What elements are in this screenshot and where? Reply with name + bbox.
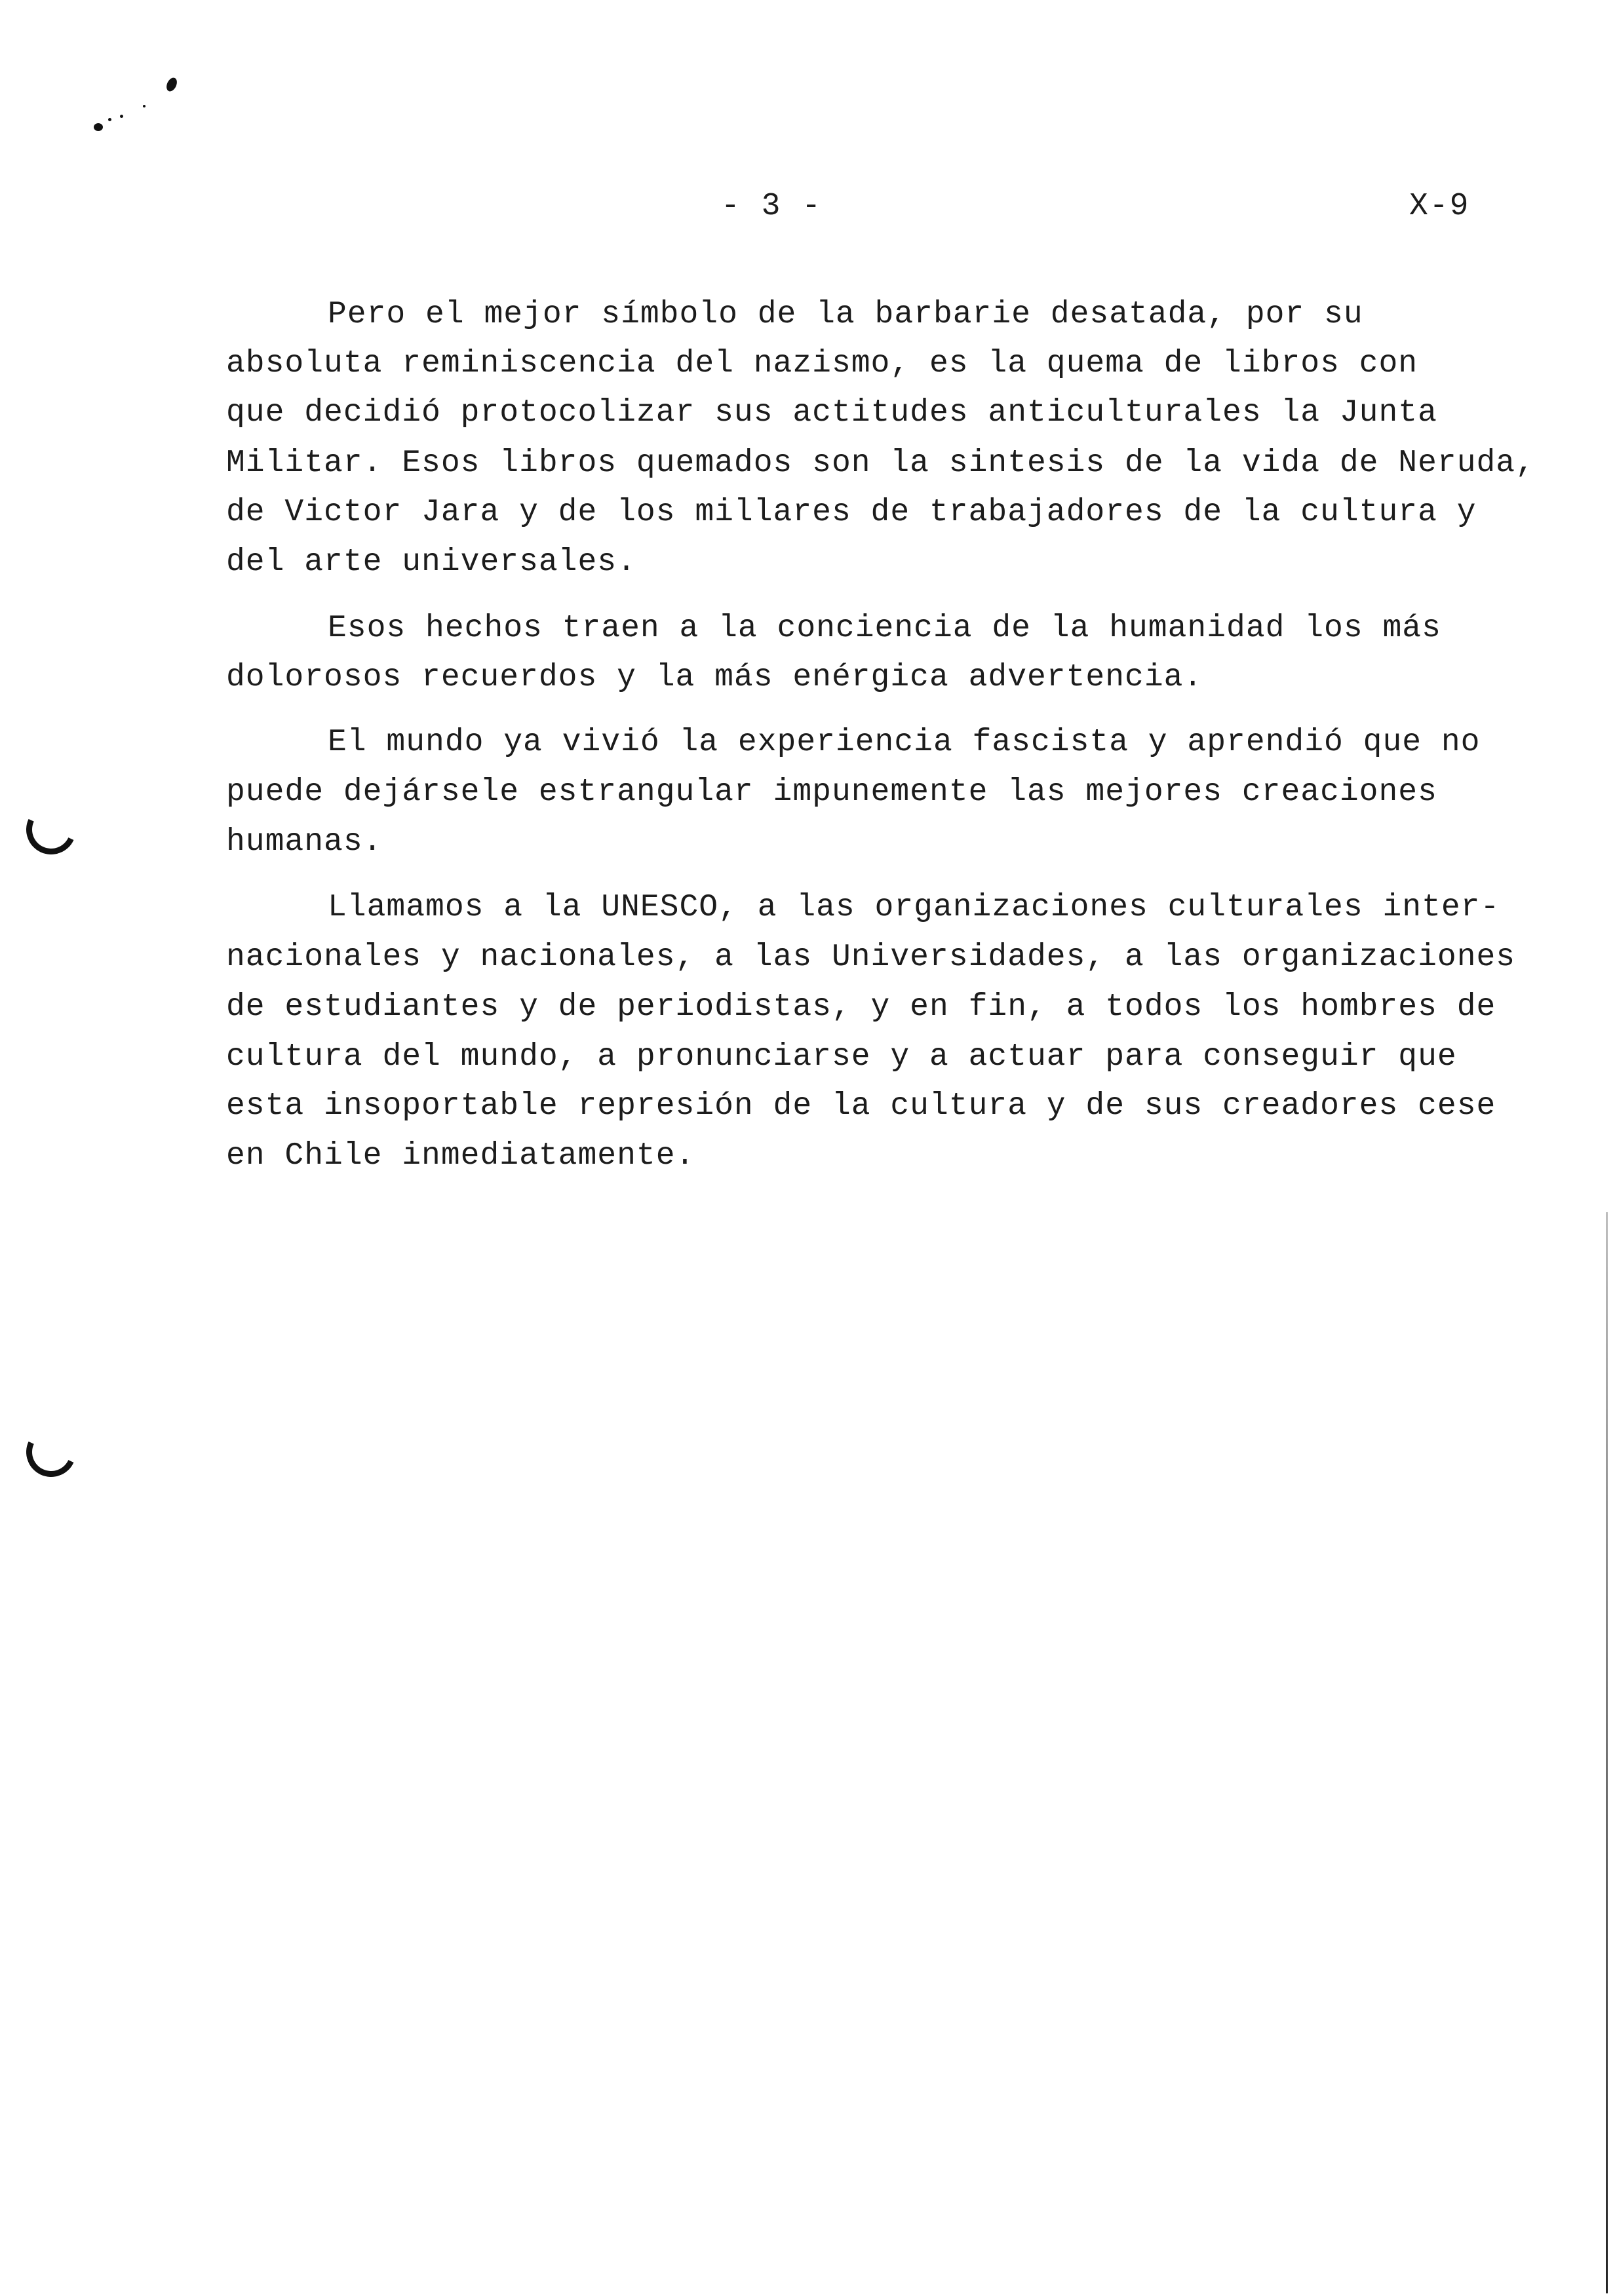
page-number: - 3 - — [721, 189, 823, 224]
paragraph-line: nacionales y nacionales, a las Universidades, a las organizaciones — [226, 940, 1516, 975]
punch-hole-mark — [19, 1420, 83, 1483]
paragraph-line: absoluta reminiscencia del nazismo, es la quema de libros con — [226, 346, 1418, 381]
paragraph-line: esta insoportable represión de la cultura y de sus creadores cese — [226, 1088, 1496, 1124]
paragraph-line: Esos hechos traen a la conciencia de la humanidad los más — [328, 611, 1441, 646]
paragraph-line: cultura del mundo, a pronunciarse y a actuar para conseguir que — [226, 1039, 1457, 1075]
paragraph-line: El mundo ya vivió la experiencia fascista y aprendió que no — [328, 725, 1481, 760]
paragraph-line: dolorosos recuerdos y la más enérgica advertencia. — [226, 660, 1203, 695]
punch-hole-mark — [19, 797, 83, 861]
paragraph-line: de estudiantes y de periodistas, y en fin, a todos los hombres de — [226, 989, 1496, 1025]
document-code: X-9 — [1409, 189, 1470, 224]
page-edge-shadow — [1606, 1212, 1608, 2293]
paragraph-line: Llamamos a la UNESCO, a las organizaciones culturales inter- — [328, 890, 1500, 925]
paragraph-line: en Chile inmediatamente. — [226, 1138, 695, 1174]
paragraph-line: puede dejársele estrangular impunemente las mejores creaciones — [226, 775, 1437, 810]
ink-speck — [143, 105, 146, 107]
ink-speck — [94, 123, 103, 131]
paragraph-line: de Victor Jara y de los millares de trabajadores de la cultura y — [226, 495, 1477, 530]
ink-speck — [165, 76, 179, 93]
paragraph-line: del arte universales. — [226, 545, 636, 580]
ink-speck — [108, 118, 111, 121]
paragraph-line: que decidió protocolizar sus actitudes anticulturales la Junta — [226, 395, 1437, 430]
paragraph-line: humanas. — [226, 824, 383, 860]
ink-speck — [120, 115, 123, 118]
paragraph-line: Militar. Esos libros quemados son la sintesis de la vida de Neruda, — [226, 446, 1535, 481]
paragraph-line: Pero el mejor símbolo de la barbarie desatada, por su — [328, 297, 1363, 332]
